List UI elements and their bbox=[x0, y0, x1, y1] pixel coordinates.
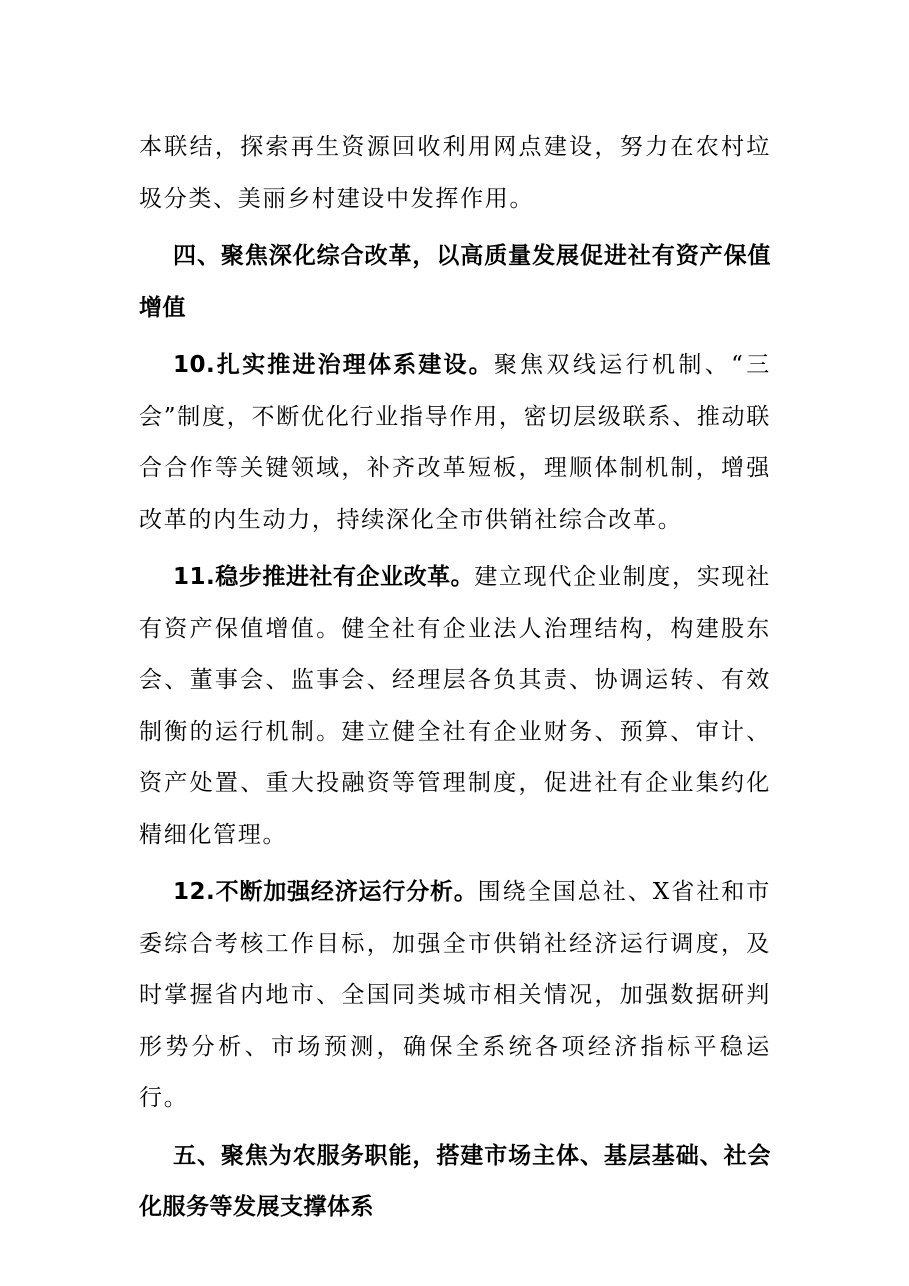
item-lead: 12.不断加强经济运行分析。 bbox=[173, 879, 478, 905]
section-heading-four bbox=[139, 231, 771, 334]
item-paragraph-10 bbox=[139, 340, 771, 546]
item-lead: 11.稳步推进社有企业改革。 bbox=[173, 564, 475, 590]
paragraph-text: 本联结，探索再生资源回收利用网点建设，努力在农村垃圾分类、美丽乡村建设中发挥作用。 bbox=[139, 134, 771, 212]
item-text: 围绕全国总社、X省社和市委综合考核工作目标，加强全市供销社经济运行调度，及时掌握省内地市、全国同类城市相关情况，加强数据研判形势分析、市场预测，确保全系统各项经济指标平稳运行。 bbox=[139, 879, 772, 1111]
paragraph-continuation bbox=[139, 122, 771, 225]
item-paragraph-11 bbox=[139, 552, 771, 861]
heading-text: 五、聚焦为农服务职能，搭建市场主体、基层基础、社会化服务等发展支撑体系 bbox=[139, 1142, 771, 1220]
item-text: 聚焦双线运行机制、“三会”制度，不断优化行业指导作用，密切层级联系、推动联合合作等关键领域，补齐改革短板，理顺体制机制，增强改革的内生动力，持续深化全市供销社综合改革。 bbox=[139, 352, 771, 533]
heading-text: 四、聚焦深化综合改革，以高质量发展促进社有资产保值增值 bbox=[139, 243, 771, 321]
item-lead: 10.扎实推进治理体系建设。 bbox=[173, 352, 494, 378]
section-heading-five bbox=[139, 1131, 771, 1234]
item-text: 建立现代企业制度，实现社有资产保值增值。健全社有企业法人治理结构，构建股东会、董事会、监事会、经理层各负其责、协调运转、有效制衡的运行机制。建立健全社有企业财务、预算、审计、资产处置、重大投融资等管理制度，促进社有企业集约化精细化管理。 bbox=[139, 564, 771, 848]
item-paragraph-12 bbox=[139, 867, 771, 1125]
document-body bbox=[139, 122, 771, 1234]
